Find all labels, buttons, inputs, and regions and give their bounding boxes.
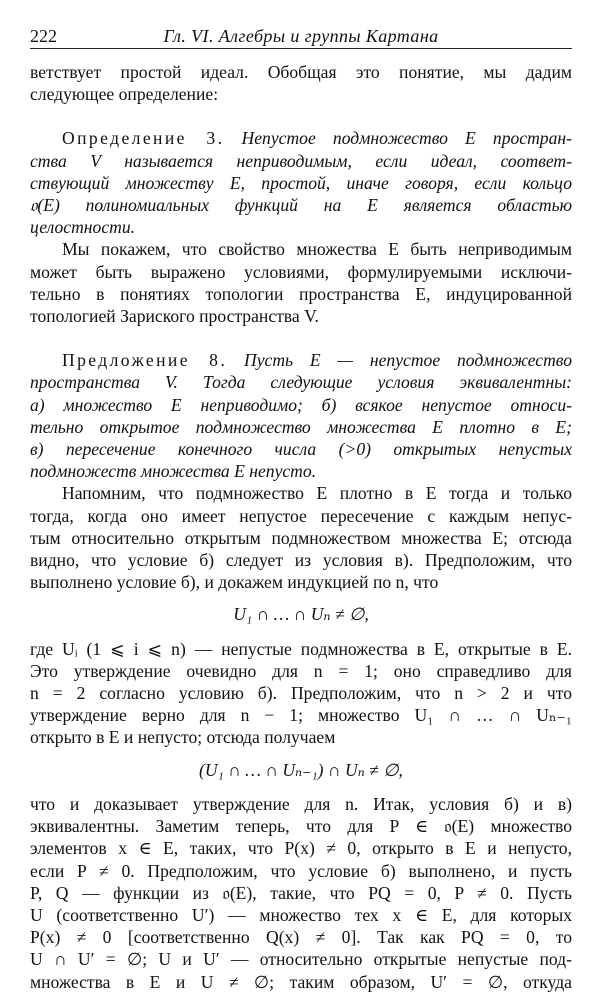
text-line: тым относительно открытым подмножеством множества E; отсюда <box>30 527 572 548</box>
formula-intersection-induction: (U₁ ∩ … ∩ Uₙ₋₁) ∩ Uₙ ≠ ∅, <box>199 759 403 780</box>
book-page <box>30 22 572 993</box>
text-line: Это утверждение очевидно для n = 1; оно справедливо для <box>30 660 572 681</box>
text-line: Напомним, что подмножество E плотно в E тогда и только <box>62 483 572 504</box>
proposition-line: тельно открытое подмножество множества E плотно в E; <box>30 416 572 437</box>
text-line: открыто в E и непусто; отсюда получаем <box>30 727 336 748</box>
text-line: может быть выражено условиями, формулируемыми исключи- <box>30 261 572 282</box>
text-line: тельно в понятиях топологии пространства E, индуцированной <box>30 283 572 304</box>
text-line: P, Q — функции из 𝔬(E), такие, что PQ = 0, P ≠ 0. Пусть <box>30 882 572 903</box>
proposition-line: пространства V. Тогда следующие условия эквивалентны: <box>30 372 572 393</box>
text-line: эквивалентны. Заметим теперь, что для P ∈ 𝔬(E) множество <box>30 816 572 837</box>
proposition-line: подмножеств множества E непусто. <box>30 461 317 482</box>
paragraph-gap <box>30 327 572 349</box>
proposition-label: Предложение 8. <box>62 350 228 371</box>
text-line: тогда, когда оно имеет непустое пересечение с каждым непус- <box>30 505 572 526</box>
text-line: топологией Зариского пространства V. <box>30 306 319 327</box>
text-line: Мы покажем, что свойство множества E быть неприводимым <box>62 239 572 260</box>
definition-line: 𝔬(E) полиномиальных функций на E является областью <box>30 195 572 216</box>
text-line: U (соответственно U′) — множество тех x ∈ E, для которых <box>30 904 572 925</box>
text-line: если P ≠ 0. Предположим, что условие б) выполнено, и пусть <box>30 860 572 881</box>
text-line: где Uᵢ (1 ⩽ i ⩽ n) — непустые подмножества в E, открытые в E. <box>30 638 572 659</box>
definition-line: ствующий множеству E, простой, иначе говоря, если кольцо <box>30 172 572 193</box>
text-line: ветствует простой идеал. Обобщая это понятие, мы дадим <box>30 62 572 82</box>
text-line: U ∩ U′ = ∅; U и U′ — относительно открытые непустые под- <box>30 949 572 970</box>
text-line: утверждение верно для n − 1; множество U₁ ∩ … ∩ Uₙ₋₁ <box>30 705 572 726</box>
text-line: что и доказывает утверждение для n. Итак, условия б) и в) <box>30 793 572 814</box>
formula-intersection: U₁ ∩ … ∩ Uₙ ≠ ∅, <box>233 604 369 625</box>
definition-label: Определение 3. <box>62 128 225 149</box>
running-head: Гл. VI. Алгебры и группы Картана <box>163 26 439 46</box>
text-line: множества в E и U ≠ ∅; таким образом, U′ = ∅, откуда <box>30 971 572 992</box>
definition-text: Непустое подмножество E простран- <box>224 128 572 149</box>
text-line: n = 2 согласно условию б). Предположим, что n > 2 и что <box>30 683 572 704</box>
text-line: элементов x ∈ E, таких, что P(x) ≠ 0, открыто в E и непусто, <box>30 838 572 859</box>
text-line: P(x) ≠ 0 [соответственно Q(x) ≠ 0]. Так как PQ = 0, то <box>30 927 572 948</box>
paragraph-gap <box>30 105 572 127</box>
proposition-line: а) множество E неприводимо; б) всякое непустое относи- <box>30 394 572 415</box>
proposition-line: в) пересечение конечного числа (>0) открытых непустых <box>30 439 572 460</box>
page-number: 222 <box>30 26 57 46</box>
definition-line <box>30 127 572 149</box>
definition-line: целостности. <box>30 217 136 238</box>
text-line: следующее определение: <box>30 84 219 105</box>
proposition-line <box>30 349 572 371</box>
definition-line: ства V называется неприводимым, если идеал, соответ- <box>30 150 572 171</box>
proposition-text: Пусть E — непустое подмножество <box>227 350 572 371</box>
text-line: выполнено условие б), и докажем индукцией по n, что <box>30 572 439 593</box>
text-line: видно, что условие б) следует из условия в). Предположим, что <box>30 550 572 571</box>
page-header <box>30 22 572 49</box>
